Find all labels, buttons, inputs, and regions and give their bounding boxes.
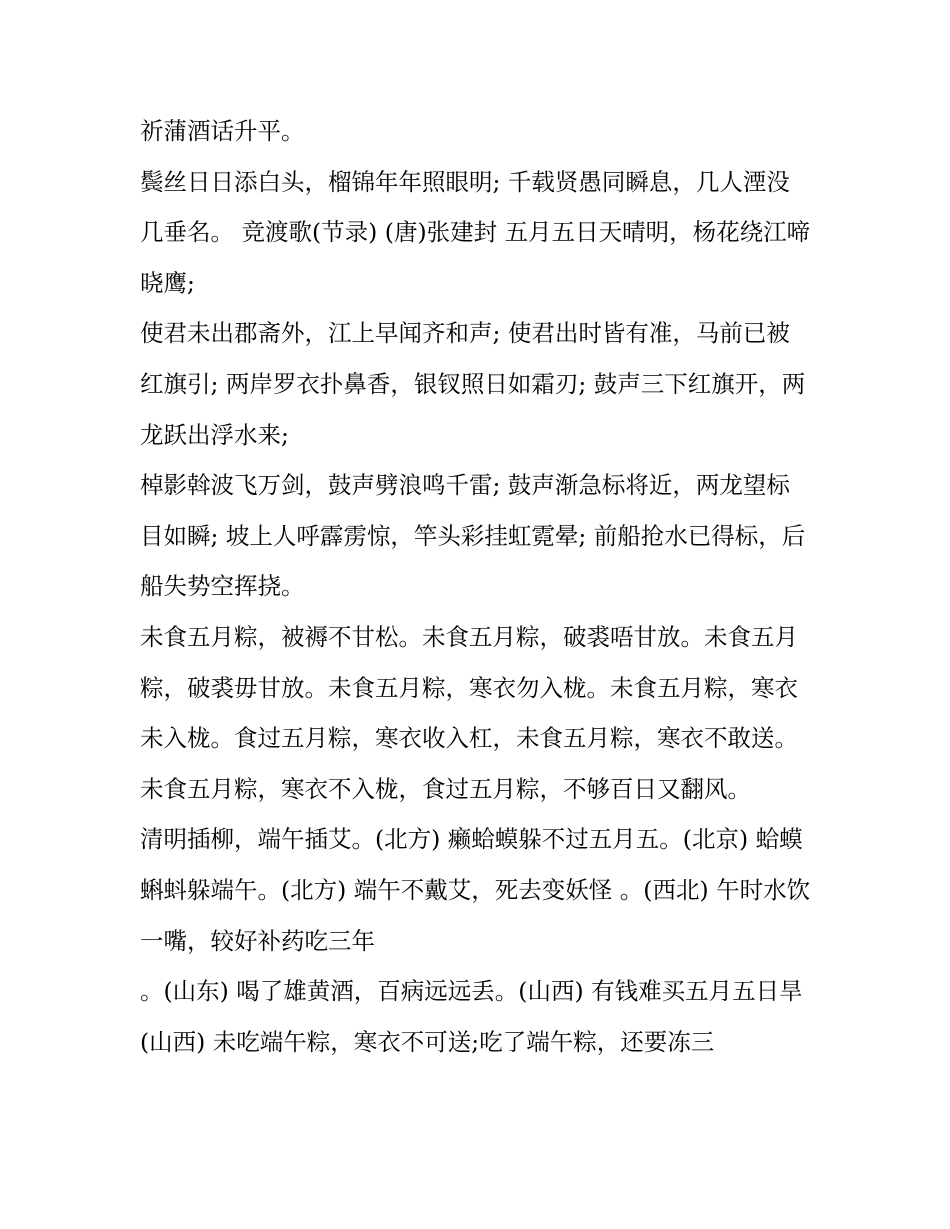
paragraph-6: 清明插柳，端午插艾。(北方) 癞蛤蟆躲不过五月五。(北京) 蛤蟆蝌蚪躲端午。(北方) 端午不戴艾，死去变妖怪 。(西北) 午时水饮一嘴，较好补药吃三年 bbox=[140, 825, 811, 955]
paragraph-1: 祈蒲酒话升平。 bbox=[140, 117, 305, 145]
paragraph-5: 未食五月粽，被褥不甘松。未食五月粽，破裘唔甘放。未食五月粽，破裘毋甘放。未食五月粽，寒衣勿入栊。未食五月粽，寒衣未入栊。食过五月粽，寒衣收入杠，未食五月粽，寒衣不敢送。未食五月粽，寒衣不入栊，食过五月粽，不够百日又翻风。 bbox=[140, 622, 798, 803]
paragraph-3: 使君未出郡斋外，江上早闻齐和声; 使君出时皆有准，马前已被红旗引; 两岸罗衣扑鼻香，银钗照日如霜刃; 鼓声三下红旗开，两龙跃出浮水来; bbox=[140, 319, 806, 449]
paragraph-7: 。(山东) 喝了雄黄酒，百病远远丢。(山西) 有钱难买五月五日旱(山西) 未吃端午粽，寒衣不可送;吃了端午粽，还要冻三 bbox=[140, 977, 803, 1056]
paragraph-4: 棹影斡波飞万剑，鼓声劈浪鸣千雷; 鼓声渐急标将近，两龙望标目如瞬; 坡上人呼霹雳惊，竿头彩挂虹霓晕; 前船抢水已得标，后船失势空挥挠。 bbox=[140, 471, 806, 601]
paragraph-2: 鬓丝日日添白头，榴锦年年照眼明; 千载贤愚同瞬息，几人湮没几垂名。 竞渡歌(节录) (唐)张建封 五月五日天晴明，杨花绕江啼晓鹰; bbox=[140, 167, 811, 297]
body-text bbox=[140, 106, 812, 1067]
